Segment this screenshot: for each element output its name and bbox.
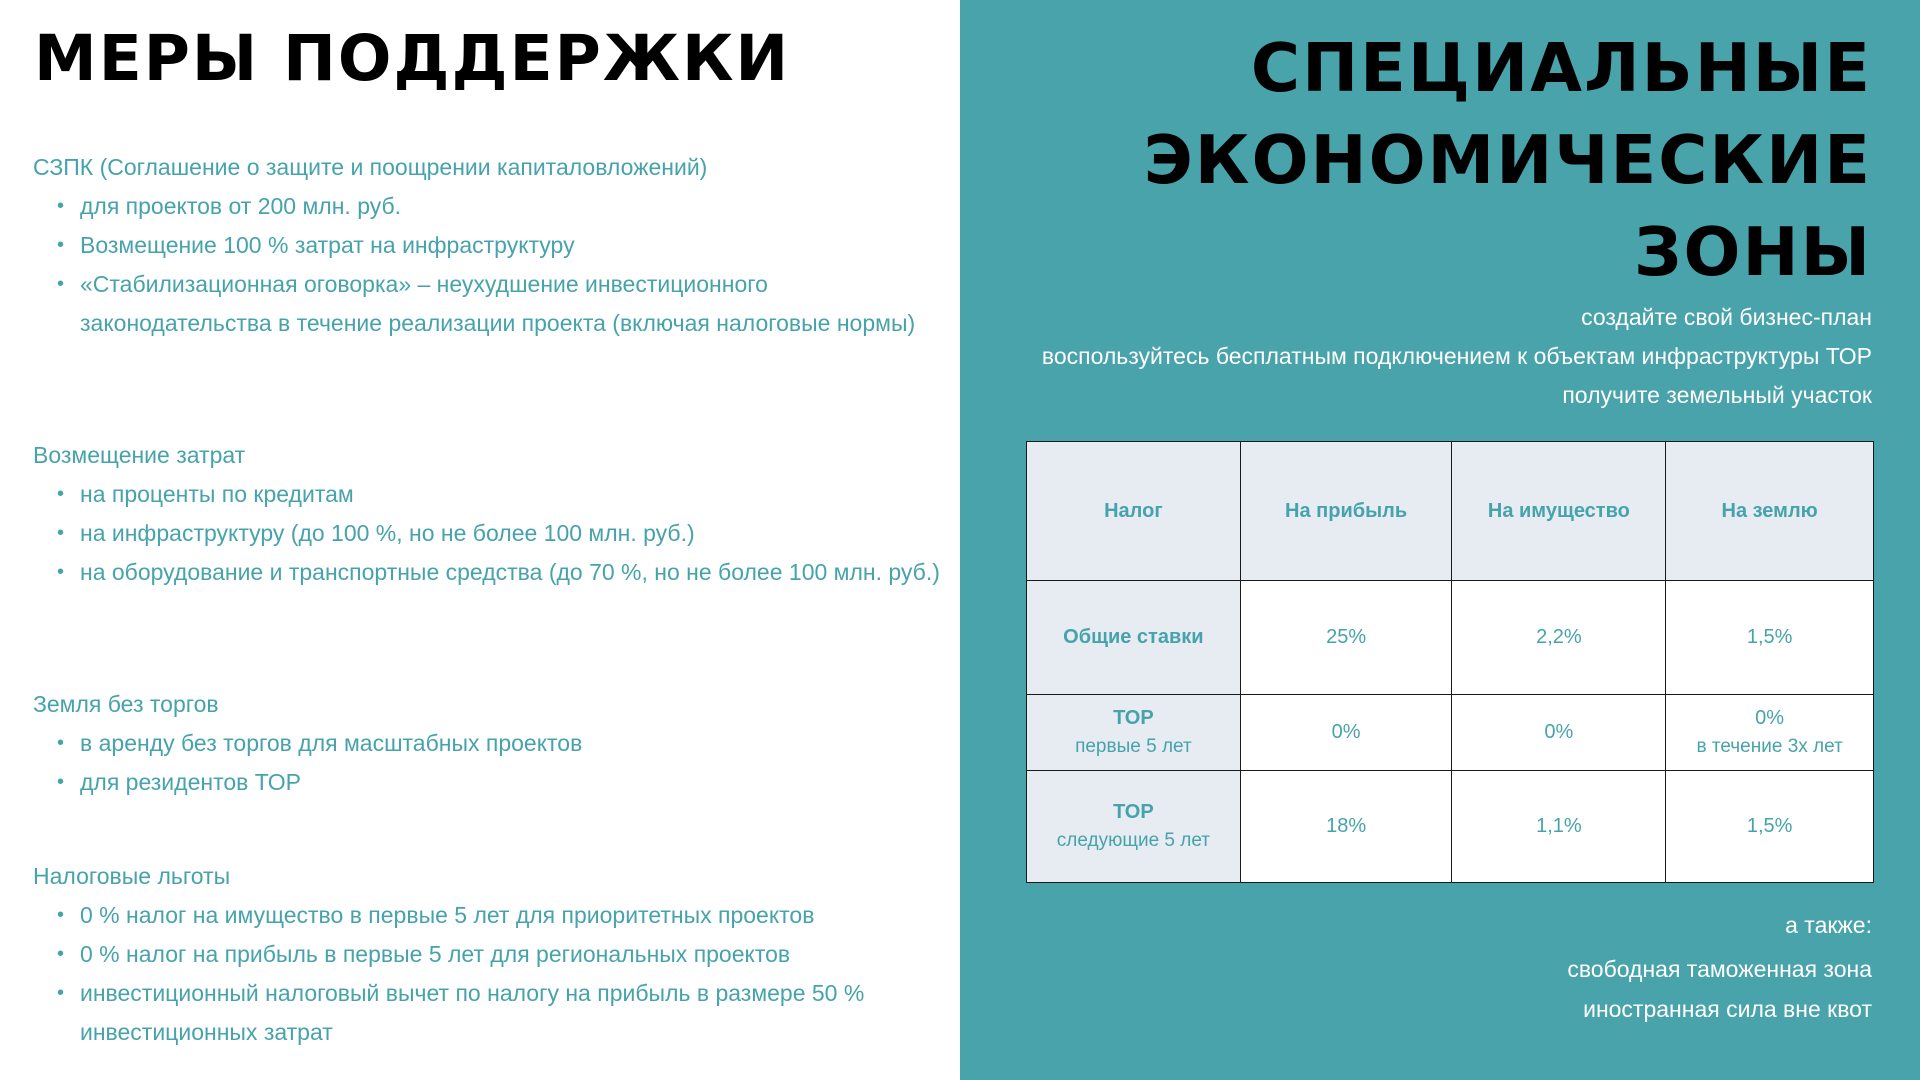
column-header: На имущество (1452, 442, 1666, 581)
list-item-text: «Стабилизационная оговорка» – неухудшение инвестиционного законодательства в течение реализации проекта (включая налоговые нормы) (80, 271, 916, 336)
bullet-list (57, 475, 953, 592)
also-label: а также: (1785, 912, 1872, 938)
row-header (1027, 695, 1241, 771)
table-cell: 18% (1240, 771, 1452, 883)
section-land (33, 685, 933, 802)
table-cell (1666, 695, 1874, 771)
list-item (57, 265, 937, 343)
list-item-text: для проектов от 200 млн. руб. (80, 193, 402, 219)
table-cell: 1,1% (1452, 771, 1666, 883)
list-item-text: 0 % налог на прибыль в первые 5 лет для региональных проектов (80, 941, 791, 967)
list-item-text: на проценты по кредитам (80, 481, 354, 507)
table-cell: 1,5% (1666, 771, 1874, 883)
row-header (1027, 581, 1241, 695)
benefit-item: создайте свой бизнес-план (1581, 304, 1872, 330)
table-cell: 1,5% (1666, 581, 1874, 695)
column-header: Налог (1027, 442, 1241, 581)
column-header: На землю (1666, 442, 1874, 581)
table-row (1027, 771, 1874, 883)
bullet-icon: • (57, 483, 65, 505)
section-cost-compensation (33, 436, 953, 592)
table-cell: 0% (1240, 695, 1452, 771)
bullet-icon: • (57, 904, 65, 926)
list-item (57, 475, 953, 514)
table-cell: 25% (1240, 581, 1452, 695)
section-heading: Земля без торгов (33, 691, 219, 717)
bullet-icon: • (57, 561, 65, 583)
row-label: Общие ставки (1063, 626, 1204, 648)
section-tax-benefits (33, 857, 933, 1052)
table-cell: 2,2% (1452, 581, 1666, 695)
table-cell: 0% (1452, 695, 1666, 771)
table-header-row (1027, 442, 1874, 581)
list-item (57, 763, 933, 802)
bullet-list (57, 896, 933, 1052)
list-item (57, 974, 887, 1052)
list-item-text: Возмещение 100 % затрат на инфраструктуру (80, 232, 575, 258)
benefits-list (1042, 298, 1872, 415)
bullet-list (57, 187, 933, 343)
list-item (57, 187, 933, 226)
bullet-icon: • (57, 982, 65, 1004)
section-heading: Возмещение затрат (33, 442, 246, 468)
row-header (1027, 771, 1241, 883)
cell-note: в течение 3х лет (1696, 736, 1843, 757)
table-row (1027, 695, 1874, 771)
bullet-icon: • (57, 732, 65, 754)
cell-value: 0% (1755, 707, 1785, 729)
bullet-list (57, 724, 933, 802)
section-heading: Налоговые льготы (33, 863, 231, 889)
title-line: ЗОНЫ (1633, 213, 1872, 291)
section-szpk (33, 148, 933, 343)
list-item-text: в аренду без торгов для масштабных проектов (80, 730, 583, 756)
list-item (57, 724, 933, 763)
tax-rates-table (1026, 441, 1874, 883)
page-title: МЕРЫ ПОДДЕРЖКИ (34, 22, 791, 95)
section-heading: СЗПК (Соглашение о защите и поощрении капиталовложений) (33, 154, 708, 180)
list-item (57, 896, 933, 935)
row-sublabel: первые 5 лет (1075, 736, 1192, 757)
list-item-text: на оборудование и транспортные средства (до 70 %, но не более 100 млн. руб.) (80, 559, 940, 585)
also-item: свободная таможенная зона (1567, 956, 1872, 982)
bullet-icon: • (57, 943, 65, 965)
row-sublabel: следующие 5 лет (1056, 830, 1210, 851)
section-title (1144, 22, 1872, 298)
bullet-icon: • (57, 522, 65, 544)
title-line: СПЕЦИАЛЬНЫЕ (1250, 29, 1872, 107)
row-label: ТОР (1113, 801, 1154, 823)
list-item-text: для резидентов ТОР (80, 769, 301, 795)
list-item (57, 935, 933, 974)
bullet-icon: • (57, 273, 65, 295)
benefit-item: получите земельный участок (1562, 382, 1872, 408)
bullet-icon: • (57, 195, 65, 217)
benefit-item: воспользуйтесь бесплатным подключением к объектам инфраструктуры ТОР (1041, 343, 1872, 369)
list-item (57, 514, 953, 553)
list-item (57, 553, 953, 592)
column-header: На прибыль (1240, 442, 1452, 581)
list-item (57, 226, 933, 265)
also-section (1567, 905, 1872, 1029)
title-line: ЭКОНОМИЧЕСКИЕ (1143, 121, 1872, 199)
bullet-icon: • (57, 234, 65, 256)
list-item-text: 0 % налог на имущество в первые 5 лет для приоритетных проектов (80, 902, 815, 928)
table-row (1027, 581, 1874, 695)
also-item: иностранная сила вне квот (1583, 996, 1872, 1022)
list-item-text: на инфраструктуру (до 100 %, но не более 100 млн. руб.) (80, 520, 695, 546)
bullet-icon: • (57, 771, 65, 793)
row-label: ТОР (1113, 707, 1154, 729)
list-item-text: инвестиционный налоговый вычет по налогу на прибыль в размере 50 % инвестиционных затрат (80, 980, 865, 1045)
